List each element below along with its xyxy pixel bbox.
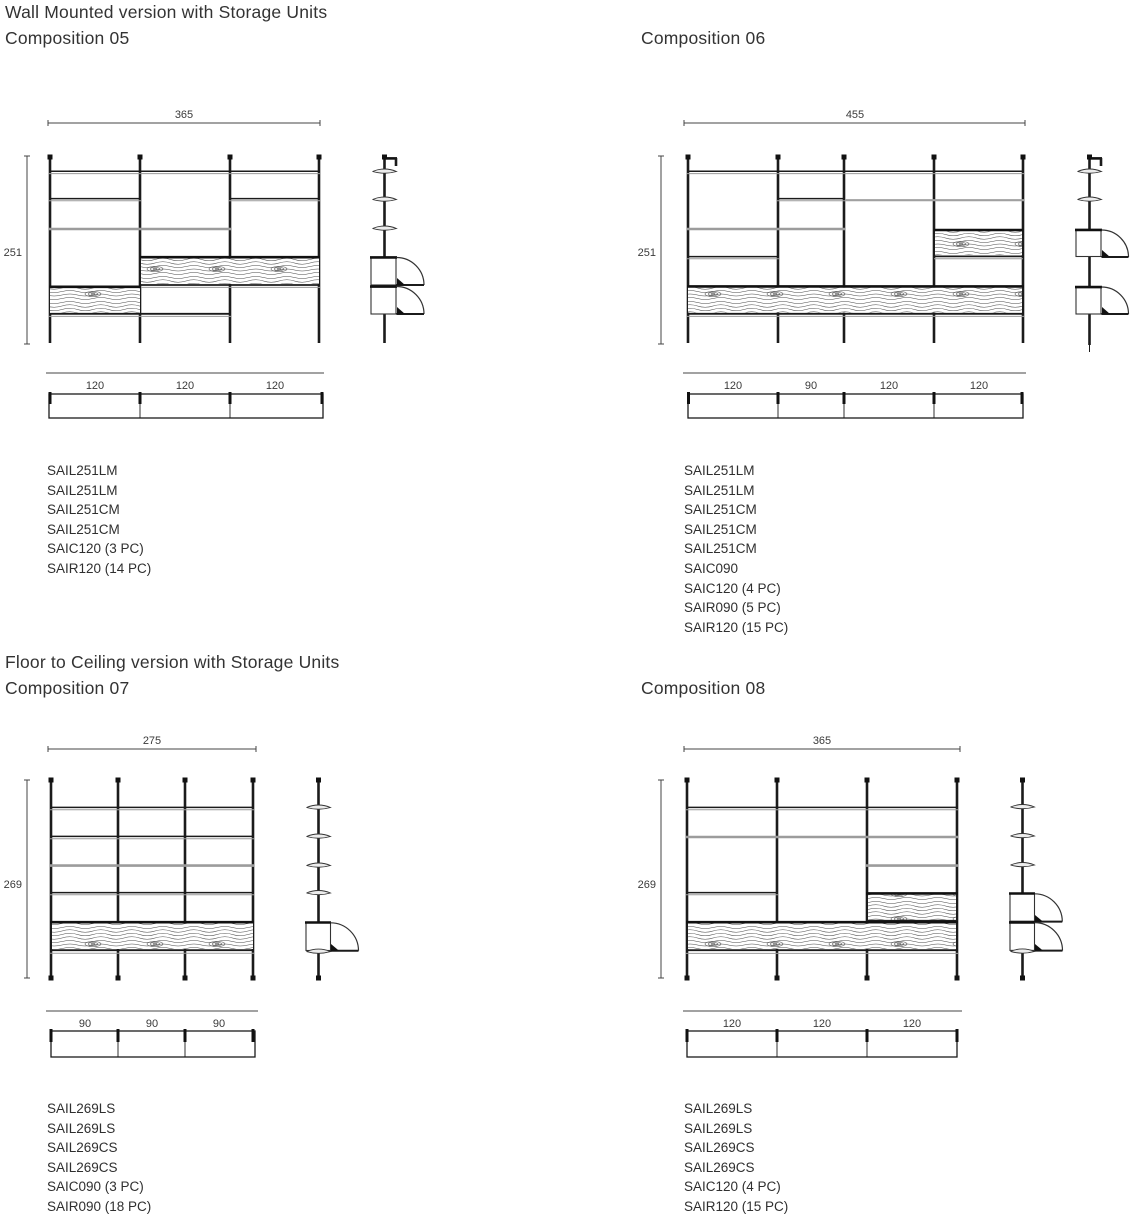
product-code: SAIC090 (3 PC) — [47, 1179, 144, 1195]
product-code: SAIL269LS — [684, 1101, 753, 1116]
composition-07-title: Composition 07 — [5, 678, 130, 698]
bay-width-label: 120 — [722, 1018, 742, 1030]
comp08-front-view — [685, 778, 960, 981]
comp05-width-dimension — [48, 109, 320, 126]
product-code: SAIL251CM — [684, 521, 757, 537]
comp07-code-list — [47, 1099, 151, 1217]
composition-05-drawing — [0, 95, 460, 430]
comp08-side-view — [1009, 778, 1063, 981]
bay-width-label: 90 — [212, 1018, 226, 1030]
dimension-label: 269 — [3, 879, 22, 891]
comp08-height-dimension — [638, 780, 664, 978]
comp05-height-dimension — [4, 156, 30, 344]
product-code: SAIL251LM — [684, 482, 755, 498]
bay-width-label: 120 — [723, 380, 743, 392]
composition-06-drawing — [630, 95, 1131, 430]
composition-06-title: Composition 06 — [641, 28, 766, 48]
product-code: SAIL251LM — [684, 463, 755, 478]
comp07-width-dimension — [48, 735, 256, 752]
product-code: SAIL269CS — [47, 1159, 118, 1175]
product-code: SAIC090 — [684, 560, 739, 576]
product-code: SAIL251LM — [47, 463, 118, 478]
comp05-plan-view — [46, 373, 324, 418]
product-code: SAIC120 (4 PC) — [684, 1179, 781, 1195]
product-code: SAIC120 (4 PC) — [684, 580, 781, 596]
comp06-front-view — [686, 155, 1026, 344]
comp06-code-list — [684, 461, 788, 637]
product-code: SAIC120 (3 PC) — [47, 541, 144, 557]
bay-width-label: 120 — [812, 1018, 832, 1030]
bay-width-label: 120 — [175, 380, 195, 392]
product-code: SAIR090 (5 PC) — [684, 600, 781, 616]
section-floor-to-ceiling-heading: Floor to Ceiling version with Storage Units — [5, 652, 340, 672]
product-code: SAIL251CM — [684, 541, 757, 557]
product-code: SAIR120 (15 PC) — [684, 619, 789, 635]
comp05-side-view — [370, 155, 424, 344]
comp06-height-dimension — [638, 156, 664, 344]
dimension-label: 275 — [142, 735, 162, 747]
composition-07-drawing — [0, 730, 460, 1065]
comp07-front-view — [49, 778, 256, 981]
product-code: SAIL269CS — [684, 1159, 755, 1175]
comp07-side-view — [305, 778, 359, 981]
comp08-code-list — [684, 1099, 788, 1217]
bay-width-label: 90 — [804, 380, 818, 392]
bay-width-label: 90 — [145, 1018, 159, 1030]
dimension-label: 269 — [637, 879, 656, 891]
product-code: SAIL251LM — [47, 482, 118, 498]
product-code: SAIR090 (18 PC) — [47, 1198, 152, 1214]
product-code: SAIL251CM — [47, 502, 120, 518]
comp06-plan-view — [683, 373, 1026, 418]
product-code: SAIR120 (15 PC) — [684, 1198, 789, 1214]
product-code: SAIL269LS — [684, 1120, 753, 1136]
product-code: SAIL269LS — [47, 1101, 116, 1116]
comp08-width-dimension — [684, 735, 960, 752]
bay-width-label: 120 — [879, 380, 899, 392]
product-code: SAIL251CM — [684, 502, 757, 518]
comp05-code-list — [47, 461, 151, 579]
bay-width-label: 120 — [85, 380, 105, 392]
comp06-width-dimension — [684, 109, 1025, 126]
dimension-label: 251 — [637, 247, 656, 259]
product-code: SAIL269LS — [47, 1120, 116, 1136]
bay-width-label: 120 — [969, 380, 989, 392]
product-code: SAIL269CS — [47, 1140, 118, 1156]
comp07-plan-view — [46, 1011, 258, 1057]
bay-width-label: 120 — [902, 1018, 922, 1030]
comp08-plan-view — [683, 1011, 962, 1057]
section-wall-mounted-heading: Wall Mounted version with Storage Units — [5, 2, 328, 22]
comp05-front-view — [48, 155, 322, 344]
bay-width-label: 120 — [265, 380, 285, 392]
product-code: SAIR120 (14 PC) — [47, 560, 152, 576]
bay-width-label: 90 — [78, 1018, 92, 1030]
composition-08-title: Composition 08 — [641, 678, 766, 698]
dimension-label: 365 — [812, 735, 832, 747]
composition-05-title: Composition 05 — [5, 28, 130, 48]
dimension-label: 455 — [845, 109, 865, 121]
product-code: SAIL251CM — [47, 521, 120, 537]
dimension-label: 251 — [3, 247, 22, 259]
dimension-label: 365 — [174, 109, 194, 121]
comp07-height-dimension — [4, 780, 30, 978]
composition-08-drawing — [630, 730, 1131, 1065]
comp06-side-view — [1075, 155, 1129, 353]
product-code: SAIL269CS — [684, 1140, 755, 1156]
